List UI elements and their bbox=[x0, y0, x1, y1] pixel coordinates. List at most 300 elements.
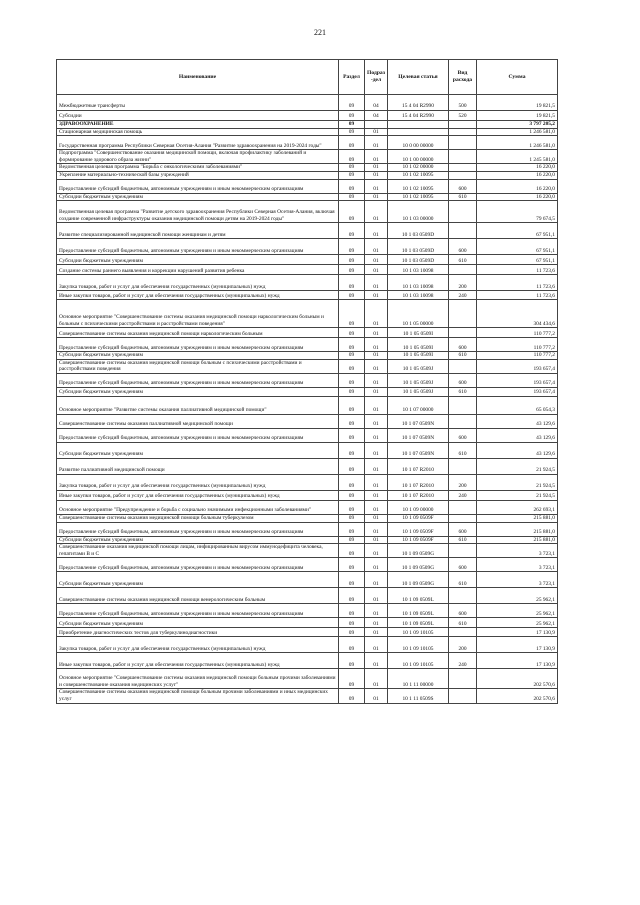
table-row bbox=[57, 458, 558, 474]
cell-name: Предоставление субсидий бюджетным, автономным учреждениям и иным некоммерческим организациям bbox=[57, 428, 339, 442]
table-row bbox=[57, 136, 558, 150]
cell-type bbox=[449, 414, 477, 428]
cell-razdel: 09 bbox=[339, 111, 365, 121]
cell-sum: 193 657,4 bbox=[477, 359, 558, 373]
cell-razdel: 09 bbox=[339, 338, 365, 352]
cell-sum: 19 821,5 bbox=[477, 95, 558, 111]
cell-article: 10 1 09 10105 bbox=[388, 637, 449, 653]
cell-sum: 16 220,0 bbox=[477, 179, 558, 193]
cell-article: 10 0 00 00000 bbox=[388, 136, 449, 150]
cell-sum: 21 924,5 bbox=[477, 458, 558, 474]
table-row bbox=[57, 164, 558, 172]
cell-podrazdel: 01 bbox=[365, 164, 388, 172]
cell-type bbox=[449, 669, 477, 689]
cell-podrazdel: 01 bbox=[365, 500, 388, 514]
cell-sum: 3 723,1 bbox=[477, 558, 558, 572]
cell-razdel: 09 bbox=[339, 164, 365, 172]
cell-podrazdel: 01 bbox=[365, 136, 388, 150]
table-row bbox=[57, 128, 558, 136]
cell-sum: 43 129,6 bbox=[477, 414, 558, 428]
cell-sum: 17 130,9 bbox=[477, 637, 558, 653]
table-row bbox=[57, 558, 558, 572]
cell-name: Основное мероприятие "Совершенствование системы оказания медицинской помощи наркологическим больным и больным с психическими расстройствами и расстройствами поведения" bbox=[57, 300, 339, 328]
cell-razdel: 09 bbox=[339, 689, 365, 703]
cell-type bbox=[449, 458, 477, 474]
cell-podrazdel: 01 bbox=[365, 193, 388, 201]
table-row bbox=[57, 490, 558, 500]
cell-name: Развитие паллиативной медицинской помощи bbox=[57, 458, 339, 474]
cell-type: 240 bbox=[449, 490, 477, 500]
cell-sum: 17 130,9 bbox=[477, 628, 558, 637]
cell-razdel: 09 bbox=[339, 514, 365, 522]
cell-article: 15 4 04 R2990 bbox=[388, 111, 449, 121]
cell-razdel: 09 bbox=[339, 669, 365, 689]
table-header-row bbox=[57, 60, 558, 95]
cell-podrazdel: 01 bbox=[365, 291, 388, 300]
cell-podrazdel: 01 bbox=[365, 490, 388, 500]
cell-podrazdel: 04 bbox=[365, 95, 388, 111]
header-podrazdel: Подраз-дел bbox=[365, 60, 388, 95]
cell-podrazdel: 01 bbox=[365, 373, 388, 387]
header-razdel: Раздел bbox=[339, 60, 365, 95]
table-row bbox=[57, 265, 558, 275]
cell-podrazdel: 01 bbox=[365, 474, 388, 490]
cell-name: Иные закупки товаров, работ и услуг для обеспечения государственных (муниципальных) нужд bbox=[57, 490, 339, 500]
cell-podrazdel: 01 bbox=[365, 458, 388, 474]
cell-sum: 11 723,6 bbox=[477, 275, 558, 291]
cell-article: 10 1 05 0509I bbox=[388, 338, 449, 352]
cell-name: Государственная программа Республики Северная Осетия-Алания "Развитие здравоохранения на 2019-2024 годы" bbox=[57, 136, 339, 150]
cell-podrazdel: 01 bbox=[365, 558, 388, 572]
cell-article: 10 1 02 00000 bbox=[388, 164, 449, 172]
cell-sum: 202 570,6 bbox=[477, 689, 558, 703]
cell-name: Межбюджетные трансферты bbox=[57, 95, 339, 111]
cell-sum: 43 129,6 bbox=[477, 442, 558, 458]
cell-podrazdel: 01 bbox=[365, 588, 388, 604]
cell-article: 10 1 00 00000 bbox=[388, 150, 449, 164]
cell-podrazdel: 01 bbox=[365, 179, 388, 193]
cell-name: Совершенствование системы оказания медицинской помощи наркологическим больным bbox=[57, 328, 339, 338]
cell-sum: 21 924,5 bbox=[477, 490, 558, 500]
cell-article: 10 1 09 00000 bbox=[388, 500, 449, 514]
cell-type: 600 bbox=[449, 239, 477, 255]
cell-podrazdel: 01 bbox=[365, 352, 388, 360]
cell-sum: 3 723,1 bbox=[477, 572, 558, 588]
cell-sum: 25 962,1 bbox=[477, 618, 558, 628]
cell-razdel: 09 bbox=[339, 179, 365, 193]
cell-type: 600 bbox=[449, 558, 477, 572]
cell-razdel: 09 bbox=[339, 628, 365, 637]
cell-sum: 25 962,1 bbox=[477, 604, 558, 618]
cell-name: Субсидии бюджетным учреждениям bbox=[57, 193, 339, 201]
cell-name: Совершенствование системы оказания медицинской помощи больным туберкулезом bbox=[57, 514, 339, 522]
cell-type: 500 bbox=[449, 95, 477, 111]
cell-name: Закупка товаров, работ и услуг для обеспечения государственных (муниципальных) нужд bbox=[57, 637, 339, 653]
cell-podrazdel: 01 bbox=[365, 201, 388, 223]
cell-razdel: 09 bbox=[339, 359, 365, 373]
cell-name: ЗДРАВООХРАНЕНИЕ bbox=[57, 121, 339, 129]
cell-sum: 304 434,6 bbox=[477, 300, 558, 328]
cell-article: 10 1 09 0509G bbox=[388, 558, 449, 572]
cell-name: Совершенствование системы оказания медицинской помощи больным прочими заболеваниями и иных медицинских услуг bbox=[57, 689, 339, 703]
cell-sum: 16 220,0 bbox=[477, 164, 558, 172]
cell-name: Субсидии бюджетным учреждениям bbox=[57, 255, 339, 265]
cell-type: 240 bbox=[449, 291, 477, 300]
cell-razdel: 09 bbox=[339, 544, 365, 558]
cell-article: 10 1 11 00000 bbox=[388, 669, 449, 689]
cell-podrazdel: 01 bbox=[365, 689, 388, 703]
table-row bbox=[57, 359, 558, 373]
table-row bbox=[57, 300, 558, 328]
cell-type bbox=[449, 265, 477, 275]
cell-razdel: 09 bbox=[339, 95, 365, 111]
cell-razdel: 09 bbox=[339, 414, 365, 428]
cell-razdel: 09 bbox=[339, 300, 365, 328]
table-row bbox=[57, 544, 558, 558]
cell-podrazdel: 01 bbox=[365, 359, 388, 373]
cell-podrazdel: 01 bbox=[365, 544, 388, 558]
cell-name: Субсидии bbox=[57, 111, 339, 121]
table-row bbox=[57, 669, 558, 689]
table-row bbox=[57, 171, 558, 179]
cell-podrazdel: 01 bbox=[365, 428, 388, 442]
cell-razdel: 09 bbox=[339, 121, 365, 129]
cell-podrazdel: 01 bbox=[365, 572, 388, 588]
cell-type bbox=[449, 121, 477, 129]
cell-razdel: 09 bbox=[339, 490, 365, 500]
cell-razdel: 09 bbox=[339, 458, 365, 474]
cell-article: 10 1 03 0509D bbox=[388, 223, 449, 239]
cell-name: Субсидии бюджетным учреждениям bbox=[57, 352, 339, 360]
cell-sum: 110 777,2 bbox=[477, 328, 558, 338]
cell-name: Подпрограмма "Совершенствование оказания медицинской помощи, включая профилактику заболеваний и формирование здорового образа жизни" bbox=[57, 150, 339, 164]
cell-sum: 11 723,6 bbox=[477, 291, 558, 300]
table-row bbox=[57, 111, 558, 121]
cell-sum: 1 245 581,0 bbox=[477, 150, 558, 164]
cell-sum: 110 777,2 bbox=[477, 352, 558, 360]
cell-type: 600 bbox=[449, 428, 477, 442]
cell-type bbox=[449, 689, 477, 703]
cell-sum: 19 821,5 bbox=[477, 111, 558, 121]
cell-name: Совершенствование оказания медицинской помощи лицам, инфицированным вирусом иммунодефицита человека, гепатитами B и C bbox=[57, 544, 339, 558]
table-row bbox=[57, 396, 558, 414]
cell-article: 10 1 09 0509F bbox=[388, 536, 449, 544]
cell-article: 10 1 05 0509J bbox=[388, 387, 449, 396]
cell-name: Предоставление субсидий бюджетным, автономным учреждениям и иным некоммерческим организациям bbox=[57, 338, 339, 352]
table-row bbox=[57, 373, 558, 387]
cell-razdel: 09 bbox=[339, 128, 365, 136]
cell-sum: 16 220,0 bbox=[477, 171, 558, 179]
header-sum: Сумма bbox=[477, 60, 558, 95]
cell-sum: 67 951,1 bbox=[477, 239, 558, 255]
cell-sum: 215 881,0 bbox=[477, 522, 558, 536]
cell-razdel: 09 bbox=[339, 136, 365, 150]
cell-type bbox=[449, 514, 477, 522]
cell-name: Предоставление субсидий бюджетным, автономным учреждениям и иным некоммерческим организациям bbox=[57, 558, 339, 572]
cell-type: 610 bbox=[449, 536, 477, 544]
cell-article: 10 1 11 0509S bbox=[388, 689, 449, 703]
cell-name: Предоставление субсидий бюджетным, автономным учреждениям и иным некоммерческим организациям bbox=[57, 522, 339, 536]
table-row bbox=[57, 514, 558, 522]
cell-podrazdel: 01 bbox=[365, 387, 388, 396]
table-row bbox=[57, 628, 558, 637]
cell-article: 10 1 09 0509L bbox=[388, 588, 449, 604]
cell-type bbox=[449, 359, 477, 373]
cell-name: Ведомственная целевая программа "Борьба с онкологическими заболеваниями" bbox=[57, 164, 339, 172]
cell-razdel: 09 bbox=[339, 500, 365, 514]
cell-razdel: 09 bbox=[339, 275, 365, 291]
cell-razdel: 09 bbox=[339, 171, 365, 179]
cell-name: Субсидии бюджетным учреждениям bbox=[57, 572, 339, 588]
cell-type: 610 bbox=[449, 387, 477, 396]
table-row bbox=[57, 255, 558, 265]
table-row bbox=[57, 121, 558, 129]
budget-table bbox=[56, 59, 558, 704]
cell-type bbox=[449, 328, 477, 338]
cell-sum: 3 797 205,2 bbox=[477, 121, 558, 129]
cell-name: Субсидии бюджетным учреждениям bbox=[57, 442, 339, 458]
cell-type: 600 bbox=[449, 373, 477, 387]
cell-article: 10 1 02 10095 bbox=[388, 193, 449, 201]
table-row bbox=[57, 500, 558, 514]
cell-podrazdel: 01 bbox=[365, 522, 388, 536]
cell-name: Создание системы раннего выявления и коррекции нарушений развития ребенка bbox=[57, 265, 339, 275]
cell-article: 10 1 02 10095 bbox=[388, 171, 449, 179]
cell-article: 10 1 03 00000 bbox=[388, 201, 449, 223]
cell-article: 10 1 05 0509J bbox=[388, 373, 449, 387]
table-body bbox=[57, 95, 558, 704]
cell-article: 10 1 05 0509I bbox=[388, 352, 449, 360]
cell-name: Субсидии бюджетным учреждениям bbox=[57, 618, 339, 628]
cell-razdel: 09 bbox=[339, 328, 365, 338]
cell-name: Совершенствование системы оказания медицинской помощи больным с психическими расстройствами и расстройствами поведения bbox=[57, 359, 339, 373]
cell-article: 10 1 07 0509N bbox=[388, 414, 449, 428]
cell-type: 200 bbox=[449, 637, 477, 653]
table-row bbox=[57, 474, 558, 490]
cell-name: Субсидии бюджетным учреждениям bbox=[57, 387, 339, 396]
cell-type bbox=[449, 150, 477, 164]
cell-name: Совершенствование системы оказания медицинской помощи венерологическим больным bbox=[57, 588, 339, 604]
cell-razdel: 09 bbox=[339, 618, 365, 628]
cell-type bbox=[449, 128, 477, 136]
cell-podrazdel: 01 bbox=[365, 653, 388, 669]
cell-article bbox=[388, 128, 449, 136]
cell-type: 600 bbox=[449, 604, 477, 618]
cell-podrazdel: 01 bbox=[365, 300, 388, 328]
cell-type bbox=[449, 136, 477, 150]
cell-sum: 3 723,1 bbox=[477, 544, 558, 558]
cell-type bbox=[449, 500, 477, 514]
cell-razdel: 09 bbox=[339, 396, 365, 414]
cell-name: Развитие специализированной медицинской помощи женщинам и детям bbox=[57, 223, 339, 239]
cell-article: 10 1 03 10098 bbox=[388, 265, 449, 275]
header-type: Вид расхода bbox=[449, 60, 477, 95]
cell-razdel: 09 bbox=[339, 291, 365, 300]
cell-type bbox=[449, 171, 477, 179]
cell-name: Укрепление материально-технической базы учреждений bbox=[57, 171, 339, 179]
cell-article: 10 1 09 10105 bbox=[388, 628, 449, 637]
cell-sum: 16 220,0 bbox=[477, 193, 558, 201]
cell-name: Совершенствование системы оказания паллиативной медицинской помощи bbox=[57, 414, 339, 428]
cell-type: 600 bbox=[449, 338, 477, 352]
cell-podrazdel: 01 bbox=[365, 618, 388, 628]
cell-type bbox=[449, 628, 477, 637]
cell-razdel: 09 bbox=[339, 193, 365, 201]
cell-razdel: 09 bbox=[339, 150, 365, 164]
cell-article: 10 1 07 00000 bbox=[388, 396, 449, 414]
cell-name: Иные закупки товаров, работ и услуг для обеспечения государственных (муниципальных) нужд bbox=[57, 653, 339, 669]
cell-podrazdel: 01 bbox=[365, 604, 388, 618]
cell-sum: 65 054,3 bbox=[477, 396, 558, 414]
cell-sum: 21 924,5 bbox=[477, 474, 558, 490]
cell-podrazdel: 01 bbox=[365, 536, 388, 544]
cell-razdel: 09 bbox=[339, 522, 365, 536]
table-row bbox=[57, 223, 558, 239]
cell-podrazdel: 01 bbox=[365, 396, 388, 414]
table-row bbox=[57, 179, 558, 193]
table-row bbox=[57, 328, 558, 338]
cell-article: 10 1 02 10095 bbox=[388, 179, 449, 193]
cell-name: Закупка товаров, работ и услуг для обеспечения государственных (муниципальных) нужд bbox=[57, 275, 339, 291]
cell-podrazdel: 01 bbox=[365, 128, 388, 136]
cell-type bbox=[449, 164, 477, 172]
cell-name: Иные закупки товаров, работ и услуг для обеспечения государственных (муниципальных) нужд bbox=[57, 291, 339, 300]
table-row bbox=[57, 536, 558, 544]
page-number: 221 bbox=[314, 28, 326, 37]
cell-razdel: 09 bbox=[339, 588, 365, 604]
table-row bbox=[57, 387, 558, 396]
table-row bbox=[57, 95, 558, 111]
cell-razdel: 09 bbox=[339, 637, 365, 653]
cell-razdel: 09 bbox=[339, 373, 365, 387]
cell-name: Предоставление субсидий бюджетным, автономным учреждениям и иным некоммерческим организациям bbox=[57, 373, 339, 387]
cell-article: 10 1 03 0509D bbox=[388, 239, 449, 255]
cell-type: 200 bbox=[449, 275, 477, 291]
cell-sum: 67 951,1 bbox=[477, 255, 558, 265]
cell-razdel: 09 bbox=[339, 223, 365, 239]
cell-article bbox=[388, 121, 449, 129]
cell-type: 600 bbox=[449, 179, 477, 193]
cell-podrazdel: 01 bbox=[365, 669, 388, 689]
table-row bbox=[57, 291, 558, 300]
cell-razdel: 09 bbox=[339, 474, 365, 490]
cell-type: 610 bbox=[449, 352, 477, 360]
cell-name: Основное мероприятие "Предупреждение и борьба с социально значимыми инфекционными заболеваниями" bbox=[57, 500, 339, 514]
cell-type bbox=[449, 588, 477, 604]
header-name: Наименование bbox=[57, 60, 339, 95]
cell-podrazdel: 01 bbox=[365, 265, 388, 275]
cell-type bbox=[449, 223, 477, 239]
cell-type: 610 bbox=[449, 442, 477, 458]
table-row bbox=[57, 618, 558, 628]
cell-article: 10 1 09 0509G bbox=[388, 572, 449, 588]
cell-razdel: 09 bbox=[339, 653, 365, 669]
cell-article: 10 1 09 10105 bbox=[388, 653, 449, 669]
cell-podrazdel: 04 bbox=[365, 111, 388, 121]
cell-name: Предоставление субсидий бюджетным, автономным учреждениям и иным некоммерческим организациям bbox=[57, 604, 339, 618]
table-row bbox=[57, 442, 558, 458]
cell-article: 10 1 03 10098 bbox=[388, 291, 449, 300]
cell-type bbox=[449, 201, 477, 223]
cell-type: 610 bbox=[449, 255, 477, 265]
cell-podrazdel: 01 bbox=[365, 150, 388, 164]
cell-article: 10 1 03 0509D bbox=[388, 255, 449, 265]
cell-razdel: 09 bbox=[339, 387, 365, 396]
table-row bbox=[57, 428, 558, 442]
cell-article: 10 1 07 R2010 bbox=[388, 490, 449, 500]
cell-razdel: 09 bbox=[339, 265, 365, 275]
cell-name: Предоставление субсидий бюджетным, автономным учреждениям и иным некоммерческим организациям bbox=[57, 179, 339, 193]
table-row bbox=[57, 201, 558, 223]
cell-podrazdel: 01 bbox=[365, 328, 388, 338]
cell-article: 10 1 09 0509L bbox=[388, 604, 449, 618]
cell-name: Закупка товаров, работ и услуг для обеспечения государственных (муниципальных) нужд bbox=[57, 474, 339, 490]
cell-name: Приобретение диагностических тестов для туберкулинодиагностики bbox=[57, 628, 339, 637]
cell-razdel: 09 bbox=[339, 604, 365, 618]
cell-sum: 17 130,9 bbox=[477, 653, 558, 669]
cell-article: 15 4 04 R2990 bbox=[388, 95, 449, 111]
cell-razdel: 09 bbox=[339, 442, 365, 458]
cell-article: 10 1 09 0509F bbox=[388, 522, 449, 536]
cell-razdel: 09 bbox=[339, 536, 365, 544]
cell-podrazdel: 01 bbox=[365, 255, 388, 265]
cell-article: 10 1 07 0509N bbox=[388, 428, 449, 442]
cell-sum: 202 570,6 bbox=[477, 669, 558, 689]
cell-article: 10 1 09 0509L bbox=[388, 618, 449, 628]
cell-razdel: 09 bbox=[339, 558, 365, 572]
cell-name: Предоставление субсидий бюджетным, автономным учреждениям и иным некоммерческим организациям bbox=[57, 239, 339, 255]
cell-type: 610 bbox=[449, 572, 477, 588]
cell-type bbox=[449, 544, 477, 558]
cell-razdel: 09 bbox=[339, 201, 365, 223]
cell-podrazdel: 01 bbox=[365, 628, 388, 637]
cell-name: Ведомственная целевая программа "Развитие детского здравоохранения Республики Северная Осетия-Алания, включая создание современной инфраструктуры оказания медицинской помощи детям на 2019-2024 годы" bbox=[57, 201, 339, 223]
cell-article: 10 1 07 0509N bbox=[388, 442, 449, 458]
cell-sum: 193 657,4 bbox=[477, 387, 558, 396]
table-row bbox=[57, 352, 558, 360]
table-row bbox=[57, 150, 558, 164]
table-row bbox=[57, 193, 558, 201]
cell-article: 10 1 07 R2010 bbox=[388, 458, 449, 474]
header-article: Целевая статья bbox=[388, 60, 449, 95]
table-row bbox=[57, 522, 558, 536]
cell-sum: 193 657,4 bbox=[477, 373, 558, 387]
cell-type bbox=[449, 300, 477, 328]
cell-name: Основное мероприятие "Совершенствование системы оказания медицинской помощи больным прочими заболеваниями и совершенствование оказания медицинских услуг" bbox=[57, 669, 339, 689]
cell-name: Стационарная медицинская помощь bbox=[57, 128, 339, 136]
cell-sum: 215 881,0 bbox=[477, 514, 558, 522]
cell-sum: 25 962,1 bbox=[477, 588, 558, 604]
cell-article: 10 1 03 10098 bbox=[388, 275, 449, 291]
cell-sum: 1 246 581,0 bbox=[477, 128, 558, 136]
cell-podrazdel: 01 bbox=[365, 275, 388, 291]
cell-type: 240 bbox=[449, 653, 477, 669]
cell-sum: 215 881,0 bbox=[477, 536, 558, 544]
cell-article: 10 1 05 0509I bbox=[388, 328, 449, 338]
cell-type: 610 bbox=[449, 193, 477, 201]
cell-name: Субсидии бюджетным учреждениям bbox=[57, 536, 339, 544]
cell-name: Основное мероприятие "Развитие системы оказания паллиативной медицинской помощи" bbox=[57, 396, 339, 414]
table-row bbox=[57, 414, 558, 428]
cell-sum: 43 129,6 bbox=[477, 428, 558, 442]
cell-podrazdel: 01 bbox=[365, 442, 388, 458]
cell-sum: 1 246 581,0 bbox=[477, 136, 558, 150]
cell-podrazdel: 01 bbox=[365, 637, 388, 653]
table-row bbox=[57, 338, 558, 352]
cell-article: 10 1 07 R2010 bbox=[388, 474, 449, 490]
cell-podrazdel: 01 bbox=[365, 514, 388, 522]
cell-sum: 11 723,6 bbox=[477, 265, 558, 275]
